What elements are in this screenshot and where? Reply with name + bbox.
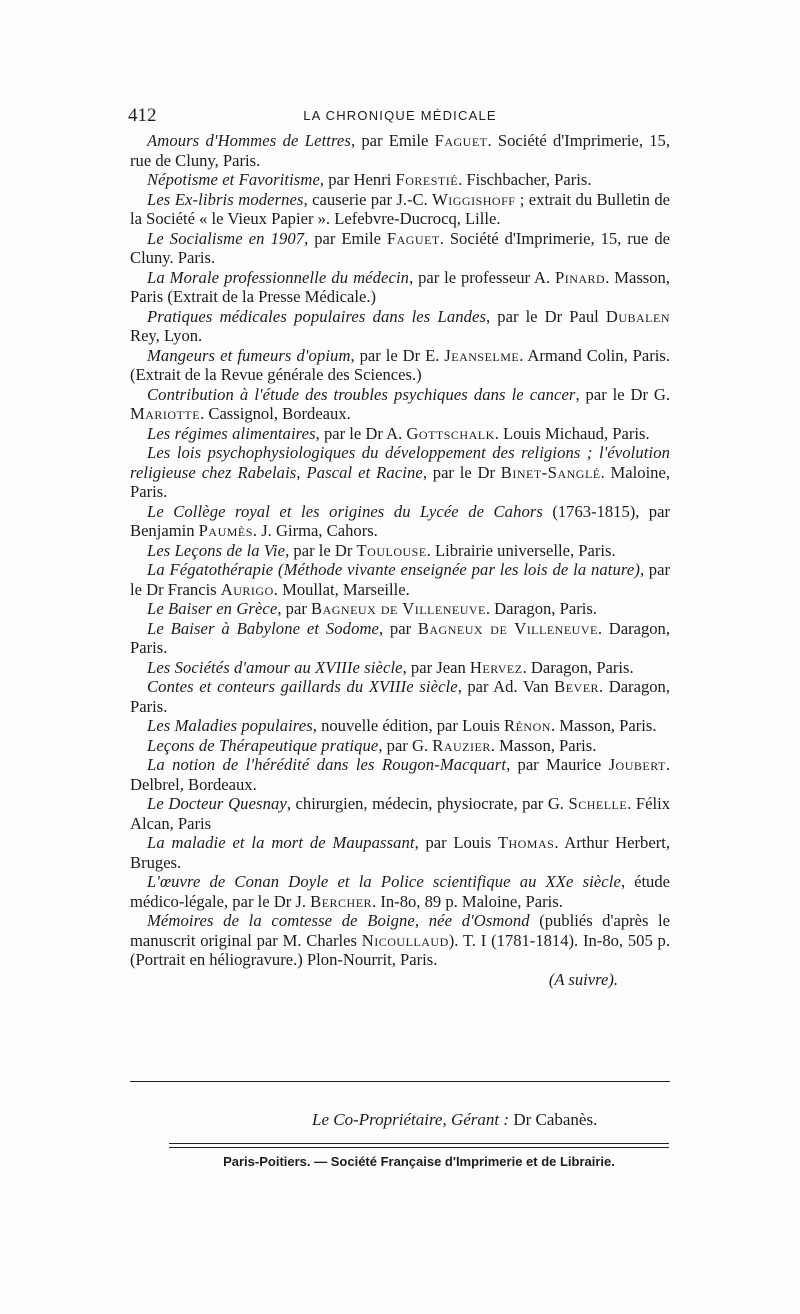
entry-separator: , par le Dr A. [315,423,407,443]
bibliography-entry [130,385,670,424]
entry-separator: , nouvelle édition, par Louis [312,716,505,735]
bibliography-entry [130,794,670,833]
entry-title: Le Baiser à Babylone et Sodome [147,618,380,638]
bibliography-entry [130,677,670,716]
entry-title: L'œuvre de Conan Doyle et la Police scientifique au XXe siècle [147,872,621,891]
entry-author: Binet-Sanglé [500,462,601,482]
entry-author: Aurigo [220,579,274,599]
entry-author: Rauzier [432,735,491,755]
bibliography-entry [130,560,670,599]
entry-publisher: . Masson, Paris. [550,716,657,735]
entry-publisher: . Delbrel, Bordeaux. [130,755,670,794]
entry-title: Le Baiser en Grèce [147,599,278,618]
entry-separator: , étude médico-légale, par le Dr J. [130,872,671,911]
entry-publisher: . Masson, Paris (Extrait de la Presse Médicale.) [130,267,670,306]
entry-author: Toulouse [356,540,427,560]
entry-author: Faguet [386,228,440,248]
entry-publisher: Rey, Lyon. [130,326,203,345]
entry-author: Gottschalk [406,423,495,443]
entry-author: Hervez [469,657,523,677]
entry-author: Mariotte [130,404,201,423]
entry-separator: , par Maurice [506,755,609,774]
entry-author: Dubalen [605,306,670,326]
entry-title: Mémoires de la comtesse de Boigne, née d'Osmond [147,911,530,930]
entry-separator: , par Henri [319,170,396,189]
continued-text: (A suivre). [548,969,618,989]
entry-author: Nicoullaud [361,930,449,950]
bibliography-entry [130,755,670,794]
bibliography-entry [130,716,670,736]
entry-author: Schelle [568,794,628,813]
entry-publisher: . Louis Michaud, Paris. [494,423,650,443]
entry-publisher: . Société d'Imprimerie, 15, rue de Cluny, Paris. [130,131,670,170]
entry-publisher: . Félix Alcan, Paris [130,794,670,833]
entry-separator: , par Louis [414,833,498,852]
divider-rule [130,1081,670,1082]
entry-title: Les Ex-libris modernes [147,189,304,209]
entry-title: Les régimes alimentaires [147,423,316,443]
entry-publisher: . Arthur Herbert, Bruges. [130,833,670,872]
entry-publisher: . Masson, Paris. [490,735,597,755]
entry-title: Les Sociétés d'amour au XVIIIe siècle [147,657,403,677]
bibliography-entry [130,424,670,444]
entry-separator: , par le Dr Francis [130,560,670,599]
entry-title: Les lois psychophysiologiques du développement des religions ; l'évolution religieuse chez Rabelais, Pascal et Racine [130,443,670,482]
signature-label: Le Co-Propriétaire, Gérant : [312,1110,510,1129]
entry-author: Jeanselme [444,345,520,365]
entry-publisher: . Société d'Imprimerie, 15, rue de Cluny. Paris. [130,228,670,267]
entry-author: Faguet [434,131,488,150]
entry-publisher: . Maloine, Paris. [130,462,670,501]
entry-separator: , par Ad. Van [457,677,555,696]
entry-author: Bagneux de Villeneuve [311,599,486,618]
footer-rule-thin [169,1147,669,1148]
entry-author: Pinard [554,267,606,287]
entry-title: Pratiques médicales populaires dans les Landes [147,306,487,326]
bibliography-entry [130,872,670,911]
entry-author: Wiggishoff [432,189,516,209]
continued-note [130,970,670,990]
entry-author: Joubert [608,755,666,774]
entry-separator: , par Emile [304,228,387,248]
printer-footer: Paris-Poitiers. — Société Française d'Imprimerie et de Librairie. [223,1154,615,1169]
entry-publisher: . Fischbacher, Paris. [458,170,592,189]
bibliography-entry [130,619,670,658]
entry-author: Bagneux de Villeneuve [417,618,598,638]
entry-separator: , par le Dr [285,540,357,560]
entry-publisher: . Daragon, Paris. [485,599,597,618]
entry-title: Les Leçons de la Vie [147,540,286,560]
bibliography-entry [130,170,670,190]
entry-separator: , par le Dr E. [350,345,445,365]
signature-name: Dr Cabanès. [513,1110,598,1129]
bibliography-entry [130,599,670,619]
entry-separator: , causerie par J.-C. [303,189,433,209]
entry-author: Forestié [395,170,459,189]
entry-author: Bever [554,677,600,696]
entry-separator: , par le professeur A. [409,267,555,287]
entry-publisher: . In-8o, 89 p. Maloine, Paris. [372,891,563,911]
bibliography-entry [130,131,670,170]
bibliography-list [130,131,670,989]
signature-line [312,1110,597,1130]
page-number: 412 [128,105,157,126]
entry-title: Népotisme et Favoritisme [147,170,320,189]
bibliography-entry [130,541,670,561]
entry-title: Le Docteur Quesnay [147,794,287,813]
entry-author: Paumès [198,521,253,540]
bibliography-entry [130,346,670,385]
bibliography-entry [130,736,670,756]
entry-separator: (1763-1815), par Benjamin [130,501,670,540]
bibliography-entry [130,443,670,502]
entry-separator: , par [379,618,418,638]
entry-author: Thomas [497,833,555,852]
entry-title: Contribution à l'étude des troubles psychiques dans le cancer [147,384,576,404]
entry-title: Le Socialisme en 1907 [147,228,305,248]
entry-separator: , par le Dr G. [575,384,670,404]
entry-title: La Morale professionnelle du médecin [147,267,410,287]
entry-publisher: . Daragon, Paris. [130,618,670,657]
entry-title: La notion de l'hérédité dans les Rougon-Macquart [147,755,507,774]
entry-separator: , par le Dr [422,462,501,482]
bibliography-entry [130,190,670,229]
bibliography-entry [130,268,670,307]
entry-publisher: . Librairie universelle, Paris. [426,540,616,560]
entry-publisher: ). T. I (1781-1814). In-8o, 505 p. (Portrait en héliogravure.) Plon-Nourrit, Paris. [130,930,670,969]
bibliography-entry [130,307,670,346]
entry-title: La maladie et la mort de Maupassant [147,833,415,852]
entry-title: Les Maladies populaires [147,716,313,735]
entry-separator: , par [277,599,312,618]
entry-title: Contes et conteurs gaillards du XVIIIe siècle [147,677,458,696]
entry-separator: , par Emile [350,131,435,150]
entry-title: Le Collège royal et les origines du Lycée de Cahors [147,501,543,521]
entry-publisher: . Armand Colin, Paris. (Extrait de la Revue générale des Sciences.) [130,345,670,384]
entry-title: Mangeurs et fumeurs d'opium [147,345,351,365]
entry-separator: (publiés d'après le manuscrit original par M. Charles [130,911,670,950]
bibliography-entry [130,229,670,268]
entry-publisher: . Daragon, Paris. [522,657,634,677]
entry-author: Bercher [310,891,373,911]
running-title: LA CHRONIQUE MÉDICALE [303,108,497,123]
bibliography-entry [130,502,670,541]
entry-publisher: ; extrait du Bulletin de la Société « le Vieux Papier ». Lefebvre-Ducrocq, Lille. [130,189,670,228]
entry-title: Amours d'Hommes de Lettres [147,131,351,150]
entry-separator: , par le Dr Paul [486,306,606,326]
footer-rule [169,1143,669,1144]
entry-publisher: . Cassignol, Bordeaux. [200,404,351,423]
entry-publisher: . J. Girma, Cahors. [252,521,378,540]
entry-title: Leçons de Thérapeutique pratique [147,735,379,755]
entry-publisher: . Moullat, Marseille. [273,579,410,599]
entry-title: La Fégatothérapie (Méthode vivante enseignée par les lois de la nature) [147,560,640,579]
bibliography-entry [130,911,670,970]
bibliography-entry [130,833,670,872]
bibliography-entry [130,658,670,678]
entry-author: Rénon [504,716,551,735]
entry-publisher: . Daragon, Paris. [130,677,670,716]
entry-separator: , par G. [378,735,433,755]
entry-separator: , par Jean [402,657,470,677]
entry-separator: , chirurgien, médecin, physiocrate, par G. [286,794,569,813]
page-header [130,105,670,127]
